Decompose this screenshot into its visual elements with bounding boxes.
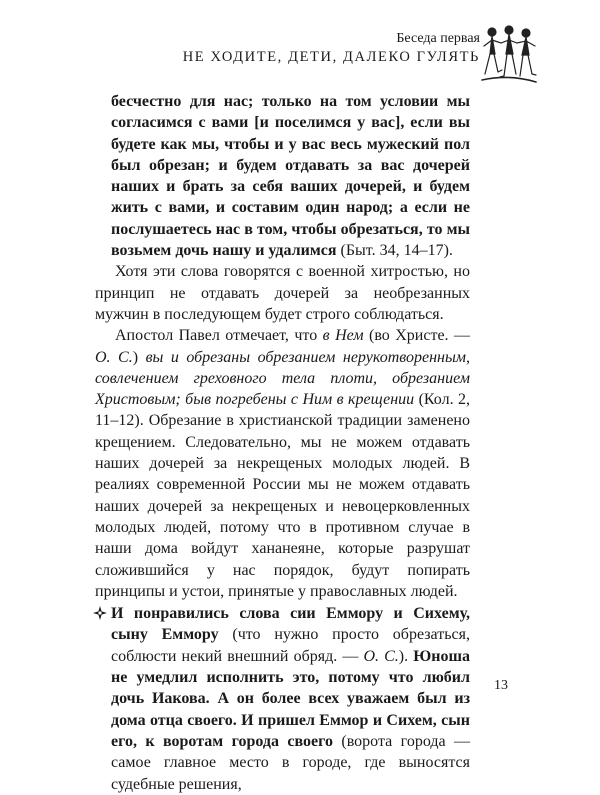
chapter-label: Беседа первая (396, 31, 480, 46)
page-number: 13 (494, 678, 508, 693)
colossians-citation: вы и обрезаны обрезанием нерукотворенным, совлечением греховного тела плоти, обрезанием Христовым; быв погребены с Ним в крещении (95, 348, 471, 409)
paragraph-military-cunning: Хотя эти слова говорятся с военной хитростью, но принцип не отдавать дочерей за необрезанных мужчин в последующем будет строго соблюдаться. (95, 263, 470, 323)
running-header (183, 30, 480, 66)
ornament-bullet-icon (93, 606, 107, 620)
dancing-children-vignette-icon (480, 22, 538, 86)
verse-emmor-sichem: И понравились слова сии Еммору и Сихему, сыну Еммору (что нужно просто обрезаться, соблюсти некий внешний обряд. — О. С.). Юноша не умедлил исполнить это, потому что любил дочь Иакова. А он более всех уважаем был из дома отца своего. И пришел Еммор и Сихем, сын его, к воротам города своего (ворота города — самое главное место в городе, где выносятся судебные решения, (95, 603, 470, 795)
quote-reference: (Быт. 34, 14–17). (336, 242, 453, 260)
scripture-quote: бесчестно для нас; только на том условии мы согласимся с вами [и поселимся у вас], если вы будете как мы, чтобы и у вас весь мужеский пол был обрезан; и будем отдавать за вас дочерей наших и брать за себя ваших дочерей, и будем жить с вами, и составим один народ; а если не послушаетесь нас в том, чтобы обрезаться, то мы возьмем дочь нашу и удалимся (Быт. 34, 14–17). (111, 93, 470, 260)
chapter-title: НЕ ХОДИТЕ, ДЕТИ, ДАЛЕКО ГУЛЯТЬ (182, 48, 480, 65)
paragraph-apostle-paul: Апостол Павел отмечает, что в Нем (во Христе. — О. С.) вы и обрезаны обрезанием нерукотворенным, совлечением греховного тела плоти, обрезанием Христовым; быв погребены с Ним в крещении (Кол. 2, 11–12). Обрезание в христианской традиции заменено крещением. Следовательно, мы не можем отдавать наших дочерей за некрещеных молодых людей. В реалиях современной России мы не можем отдавать наших дочерей за некрещеных и невоцерковленных молодых людей, потому что в противном случае в наши дома войдут хананеяне, которые разрушат сложившийся у нас порядок, будут попирать принципы и устои, принятые у православных людей. (95, 327, 471, 600)
page-body (95, 91, 470, 795)
